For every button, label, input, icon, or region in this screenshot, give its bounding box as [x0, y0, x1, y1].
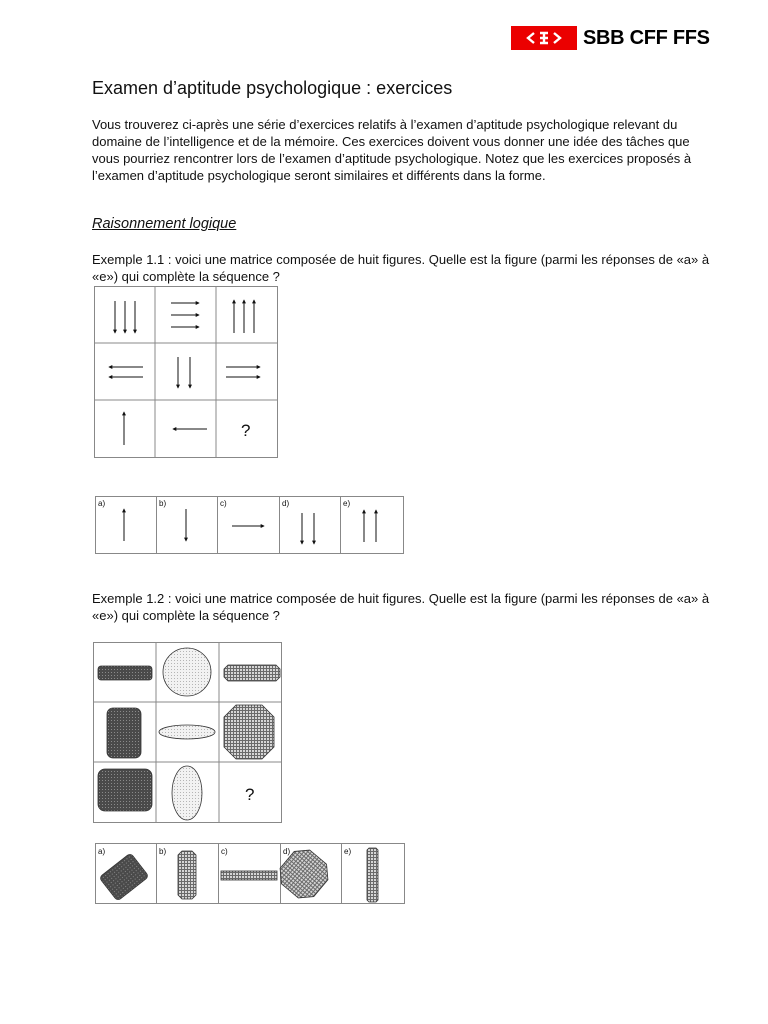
- swiss-cross-arrows-icon: [511, 26, 577, 50]
- example-2-question: Exemple 1.2 : voici une matrice composée de huit figures. Quelle est la figure (parmi les réponses de «a» à «e») qui complète la séquence ?: [92, 591, 710, 623]
- option-a-figure: [99, 853, 149, 901]
- light-circle-shape: [163, 648, 211, 696]
- example-2-missing-mark: ?: [245, 785, 255, 804]
- dark-square-shape: [98, 769, 152, 811]
- page-title: Examen d’aptitude psychologique : exercices: [92, 78, 453, 98]
- light-vertical-ellipse-shape: [172, 766, 202, 820]
- example-1-missing-mark: ?: [241, 421, 251, 440]
- option-a-label: a): [98, 847, 106, 856]
- option-e-label: e): [343, 499, 351, 508]
- example-1-options: [94, 495, 405, 556]
- example-1-question: Exemple 1.1 : voici une matrice composée de huit figures. Quelle est la figure (parmi les réponses de «a» à «e») qui complète la séquence ?: [92, 252, 710, 284]
- option-c-label: c): [220, 499, 227, 508]
- dark-bar-shape: [98, 666, 152, 680]
- example-1-matrix: [93, 285, 279, 460]
- option-d-label: d): [283, 847, 291, 856]
- sbb-logo: [511, 26, 710, 50]
- option-e-label: e): [344, 847, 352, 856]
- option-b-figure: [178, 851, 196, 899]
- option-c-label: c): [221, 847, 228, 856]
- grid-large-octagon-shape: [224, 705, 274, 759]
- section-heading: Raisonnement logique: [92, 216, 237, 232]
- example-2-options: [94, 842, 406, 906]
- logo-text: SBB CFF FFS: [583, 26, 710, 49]
- intro-paragraph: Vous trouverez ci-après une série d’exercices relatifs à l’examen d’aptitude psychologique relevant du domaine de l’intelligence et de la mémoire. Ces exercices doivent vous donner une idée des tâches que vous pourriez rencontrer lors de l’examen d’aptitude psychologique. Notez que les exercices proposés à l’examen d’aptitude psychologique seront similaires et différents dans la forme.: [92, 117, 692, 183]
- option-b-label: b): [159, 847, 167, 856]
- option-b-label: b): [159, 499, 167, 508]
- option-d-label: d): [282, 499, 290, 508]
- option-e-figure: [367, 848, 378, 902]
- option-a-label: a): [98, 499, 106, 508]
- light-ellipse-shape: [159, 725, 215, 739]
- example-2-matrix: [92, 641, 284, 825]
- option-c-figure: [221, 871, 277, 880]
- dark-tall-rect-shape: [107, 708, 141, 758]
- grid-octagon-shape: [224, 665, 280, 681]
